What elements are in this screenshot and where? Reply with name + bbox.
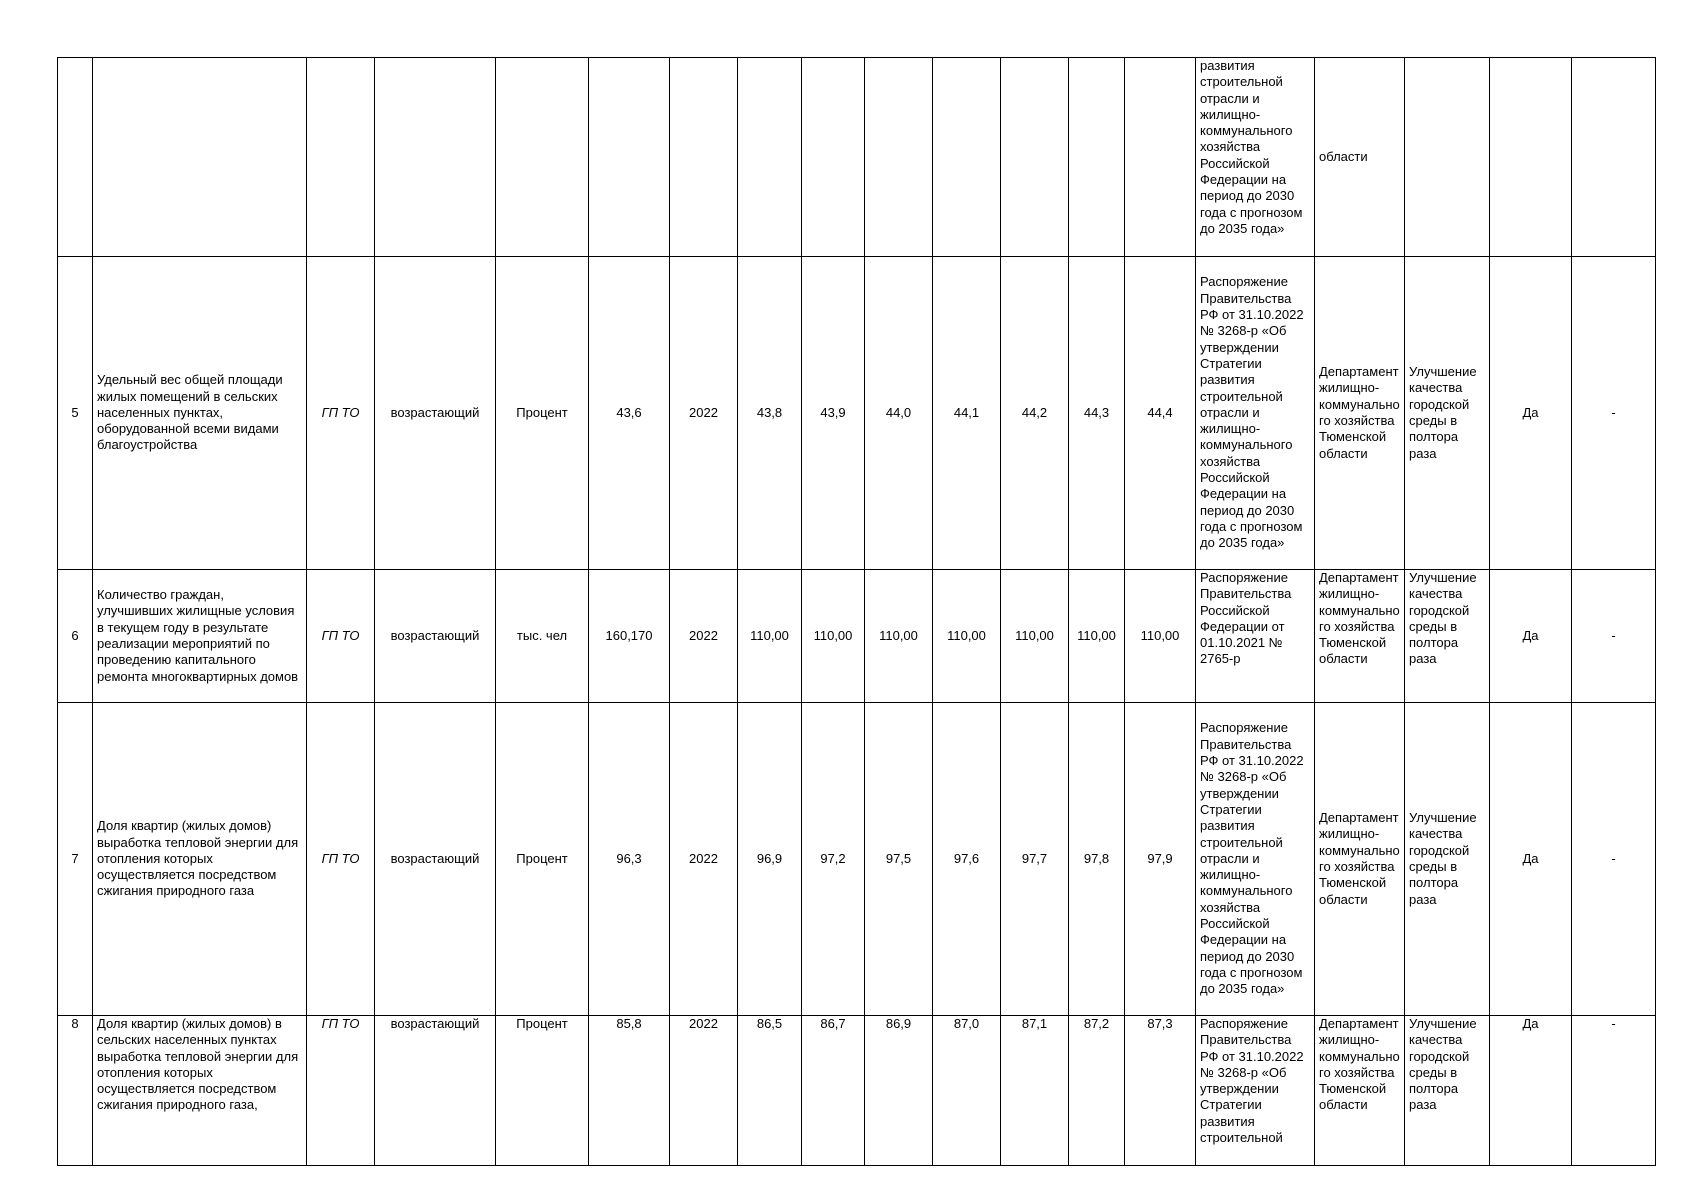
cell-document bbox=[1196, 1016, 1315, 1166]
cell-goal: Улучшение качества городской среды в полтора раза bbox=[1405, 1016, 1490, 1166]
cell-direction bbox=[375, 58, 496, 257]
cell-value: 110,00 bbox=[738, 570, 802, 703]
cell-value: 86,5 bbox=[738, 1016, 802, 1166]
cell-direction: возрастающий bbox=[375, 703, 496, 1016]
cell-value: 110,00 bbox=[1001, 570, 1069, 703]
cell-is-used: Да bbox=[1490, 257, 1572, 570]
cell-base-value: 43,6 bbox=[589, 257, 670, 570]
cell-goal: Улучшение качества городской среды в полтора раза bbox=[1405, 257, 1490, 570]
cell-direction: возрастающий bbox=[375, 257, 496, 570]
cell-direction: возрастающий bbox=[375, 570, 496, 703]
cell-value: 86,7 bbox=[802, 1016, 865, 1166]
cell-value bbox=[865, 58, 933, 257]
cell-name bbox=[93, 58, 307, 257]
document-text: Распоряжение Правительства РФ от 31.10.2022 № 3268-р «Об утверждении Стратегии развития строительной bbox=[1200, 1016, 1304, 1146]
cell-unit bbox=[496, 58, 589, 257]
cell-unit: Процент bbox=[496, 703, 589, 1016]
cell-document bbox=[1196, 58, 1315, 257]
cell-num: 6 bbox=[58, 570, 93, 703]
cell-name: Количество граждан, улучшивших жилищные условия в текущем году в результате реализации мероприятий по проведению капитального ремонта многоквартирных домов bbox=[93, 570, 307, 703]
cell-num: 5 bbox=[58, 257, 93, 570]
cell-value: 97,8 bbox=[1069, 703, 1125, 1016]
cell-info-system bbox=[1572, 58, 1656, 257]
cell-level: ГП ТО bbox=[307, 257, 375, 570]
cell-level bbox=[307, 58, 375, 257]
cell-value: 44,3 bbox=[1069, 257, 1125, 570]
cell-value: 44,2 bbox=[1001, 257, 1069, 570]
cell-value: 87,2 bbox=[1069, 1016, 1125, 1166]
cell-is-used: Да bbox=[1490, 570, 1572, 703]
cell-responsible: Департамент жилищно-коммунального хозяйства Тюменской области bbox=[1315, 1016, 1405, 1166]
cell-document: Распоряжение Правительства РФ от 31.10.2022 № 3268-р «Об утверждении Стратегии развития строительной отрасли и жилищно-коммунального хозяйства Российской Федерации на период до 2030 года с прогнозом до 2035 года» bbox=[1196, 257, 1315, 570]
cell-value bbox=[933, 58, 1001, 257]
cell-value: 86,9 bbox=[865, 1016, 933, 1166]
cell-num bbox=[58, 58, 93, 257]
cell-base-value: 96,3 bbox=[589, 703, 670, 1016]
cell-value: 97,2 bbox=[802, 703, 865, 1016]
cell-value bbox=[802, 58, 865, 257]
cell-info-system: - bbox=[1572, 570, 1656, 703]
cell-base-value: 85,8 bbox=[589, 1016, 670, 1166]
cell-base-year: 2022 bbox=[670, 1016, 738, 1166]
table-row bbox=[58, 257, 1656, 570]
cell-value bbox=[1125, 58, 1196, 257]
cell-unit: Процент bbox=[496, 257, 589, 570]
cell-value: 96,9 bbox=[738, 703, 802, 1016]
cell-value: 110,00 bbox=[1125, 570, 1196, 703]
cell-responsible: Департамент жилищно-коммунального хозяйства Тюменской области bbox=[1315, 257, 1405, 570]
cell-is-used: Да bbox=[1490, 1016, 1572, 1166]
cell-base-year: 2022 bbox=[670, 570, 738, 703]
cell-level: ГП ТО bbox=[307, 1016, 375, 1166]
cell-direction: возрастающий bbox=[375, 1016, 496, 1166]
cell-num: 8 bbox=[58, 1016, 93, 1166]
table-row bbox=[58, 58, 1656, 257]
table-row bbox=[58, 1016, 1656, 1166]
cell-value: 110,00 bbox=[1069, 570, 1125, 703]
cell-name: Доля квартир (жилых домов) в сельских населенных пунктах выработка тепловой энергии для отопления которых осуществляется посредством сжигания природного газа, bbox=[93, 1016, 307, 1166]
cell-value: 87,0 bbox=[933, 1016, 1001, 1166]
cell-value: 43,8 bbox=[738, 257, 802, 570]
cell-info-system: - bbox=[1572, 703, 1656, 1016]
table-row bbox=[58, 570, 1656, 703]
cell-base-value bbox=[589, 58, 670, 257]
cell-value: 110,00 bbox=[933, 570, 1001, 703]
cell-name: Доля квартир (жилых домов) выработка тепловой энергии для отопления которых осуществляется посредством сжигания природного газа bbox=[93, 703, 307, 1016]
cell-num: 7 bbox=[58, 703, 93, 1016]
indicators-table bbox=[57, 57, 1656, 1166]
cell-level: ГП ТО bbox=[307, 570, 375, 703]
cell-goal: Улучшение качества городской среды в полтора раза bbox=[1405, 570, 1490, 703]
cell-value: 110,00 bbox=[802, 570, 865, 703]
cell-info-system: - bbox=[1572, 1016, 1656, 1166]
cell-responsible: области bbox=[1315, 58, 1405, 257]
cell-base-year: 2022 bbox=[670, 257, 738, 570]
cell-value: 44,1 bbox=[933, 257, 1001, 570]
cell-goal bbox=[1405, 58, 1490, 257]
cell-level: ГП ТО bbox=[307, 703, 375, 1016]
cell-responsible: Департамент жилищно-коммунального хозяйства Тюменской области bbox=[1315, 703, 1405, 1016]
cell-value: 97,9 bbox=[1125, 703, 1196, 1016]
cell-value: 110,00 bbox=[865, 570, 933, 703]
cell-value bbox=[738, 58, 802, 257]
cell-document: Распоряжение Правительства РФ от 31.10.2022 № 3268-р «Об утверждении Стратегии развития строительной отрасли и жилищно-коммунального хозяйства Российской Федерации на период до 2030 года с прогнозом до 2035 года» bbox=[1196, 703, 1315, 1016]
cell-unit: тыс. чел bbox=[496, 570, 589, 703]
cell-value: 44,0 bbox=[865, 257, 933, 570]
cell-info-system: - bbox=[1572, 257, 1656, 570]
cell-value: 87,1 bbox=[1001, 1016, 1069, 1166]
cell-base-value: 160,170 bbox=[589, 570, 670, 703]
cell-base-year bbox=[670, 58, 738, 257]
cell-is-used bbox=[1490, 58, 1572, 257]
table-row bbox=[58, 703, 1656, 1016]
cell-value: 97,5 bbox=[865, 703, 933, 1016]
cell-is-used: Да bbox=[1490, 703, 1572, 1016]
cell-unit: Процент bbox=[496, 1016, 589, 1166]
cell-value: 97,7 bbox=[1001, 703, 1069, 1016]
cell-value bbox=[1069, 58, 1125, 257]
cell-goal: Улучшение качества городской среды в полтора раза bbox=[1405, 703, 1490, 1016]
cell-value: 44,4 bbox=[1125, 257, 1196, 570]
cell-responsible: Департамент жилищно-коммунального хозяйства Тюменской области bbox=[1315, 570, 1405, 703]
cell-document: Распоряжение Правительства Российской Федерации от 01.10.2021 № 2765-р bbox=[1196, 570, 1315, 703]
document-text: развития строительной отрасли и жилищно-коммунального хозяйства Российской Федерации на период до 2030 года с прогнозом до 2035 года» bbox=[1200, 58, 1303, 236]
cell-name: Удельный вес общей площади жилых помещений в сельских населенных пунктах, оборудованной всеми видами благоустройства bbox=[93, 257, 307, 570]
cell-value bbox=[1001, 58, 1069, 257]
cell-value: 87,3 bbox=[1125, 1016, 1196, 1166]
cell-value: 43,9 bbox=[802, 257, 865, 570]
cell-base-year: 2022 bbox=[670, 703, 738, 1016]
cell-value: 97,6 bbox=[933, 703, 1001, 1016]
